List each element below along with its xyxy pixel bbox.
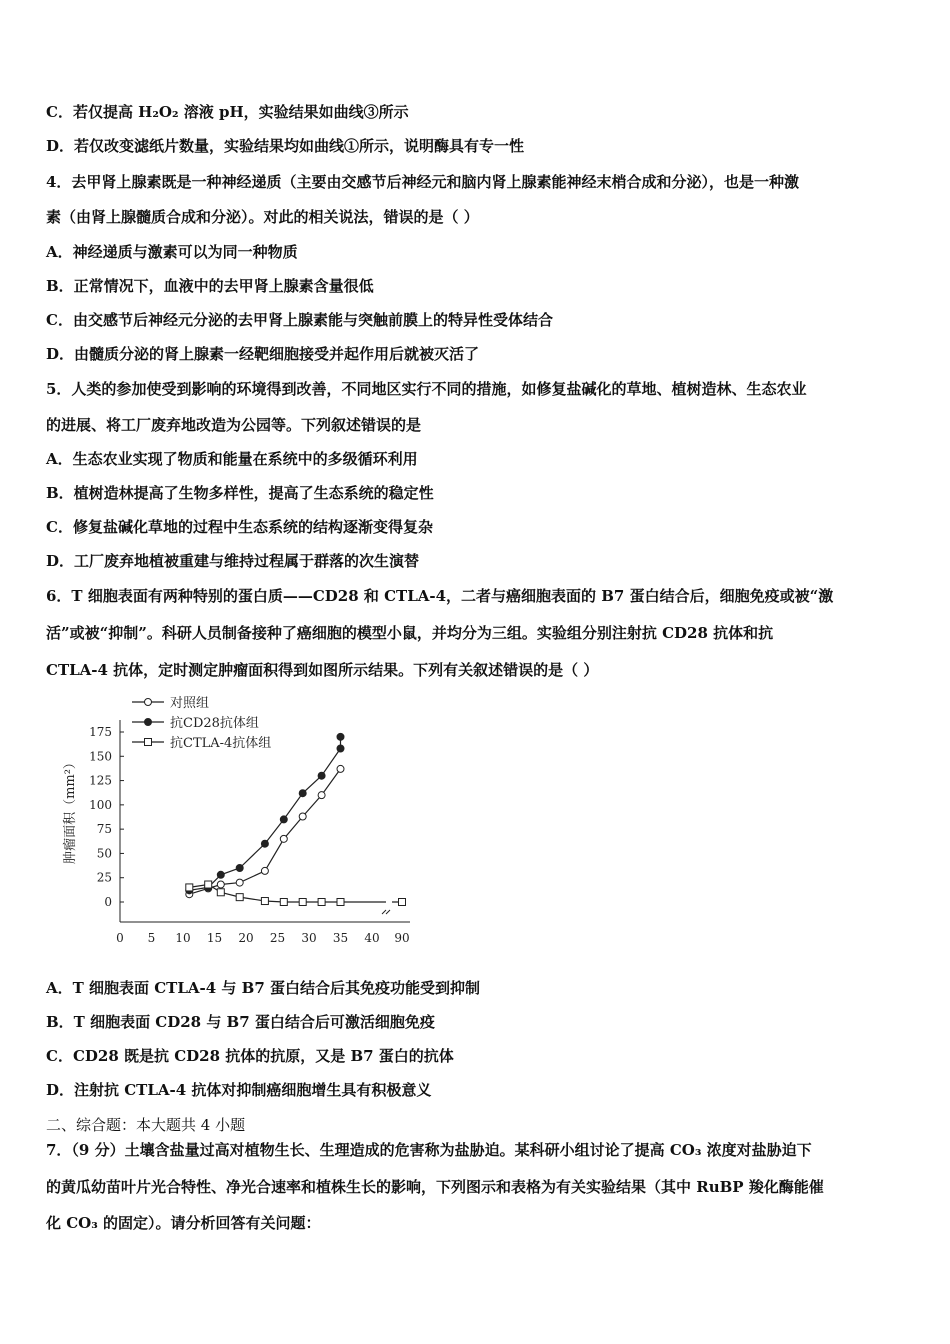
data-point (217, 881, 224, 888)
data-point (399, 899, 406, 906)
tumor-area-chart (60, 690, 440, 950)
data-point (236, 879, 243, 886)
data-point (337, 765, 344, 772)
q5-option-d: D．工厂废弃地植被重建与维持过程属于群落的次生演替 (46, 552, 420, 570)
q4-option-c: C．由交感节后神经元分泌的去甲肾上腺素能与突触前膜上的特异性受体结合 (46, 311, 553, 329)
q4-option-a: A．神经递质与激素可以为同一种物质 (46, 243, 298, 261)
data-point (261, 840, 268, 847)
q4-stem-line2: 素（由肾上腺髓质合成和分泌）。对此的相关说法，错误的是（ ） (46, 208, 479, 226)
x-tick-label: 10 (175, 931, 191, 945)
q4-option-b: B．正常情况下，血液中的去甲肾上腺素含量很低 (46, 277, 374, 295)
tumor-area-chart-svg (60, 690, 440, 950)
data-point (217, 871, 224, 878)
data-point (280, 816, 287, 823)
x-tick-label: 0 (116, 931, 124, 945)
data-point (299, 813, 306, 820)
q5-option-a: A．生态农业实现了物质和能量在系统中的多级循环利用 (46, 450, 418, 468)
x-tick-group (116, 931, 409, 945)
series-open-circle (186, 765, 344, 897)
x-tick-label: 35 (332, 931, 349, 945)
axis-break-mark (382, 910, 390, 914)
series-line (189, 769, 340, 894)
legend-label: 对照组 (170, 696, 210, 711)
q5-option-b: B．植树造林提高了生物多样性，提高了生态系统的稳定性 (46, 484, 434, 502)
data-point (318, 899, 325, 906)
data-point (236, 865, 243, 872)
q6-option-d: D．注射抗 CTLA-4 抗体对抑制癌细胞增生具有积极意义 (46, 1081, 432, 1099)
data-point (280, 899, 287, 906)
q6-option-a: A．T 细胞表面 CTLA-4 与 B7 蛋白结合后其免疫功能受到抑制 (46, 979, 480, 997)
y-tick-label: 25 (96, 870, 112, 885)
q5-stem-line2: 的进展、将工厂废弃地改造为公园等。下列叙述错误的是 (46, 416, 422, 434)
y-tick-label: 175 (89, 725, 112, 739)
data-point (145, 699, 152, 706)
q3-option-d: D．若仅改变滤纸片数量，实验结果均如曲线①所示，说明酶具有专一性 (46, 137, 525, 155)
q5-option-c: C．修复盐碱化草地的过程中生态系统的结构逐渐变得复杂 (46, 518, 433, 536)
data-point (318, 772, 325, 779)
data-point (280, 835, 287, 842)
q7-stem-line2: 的黄瓜幼苗叶片光合特性、净光合速率和植株生长的影响，下列图示和表格为有关实验结果（其中 RuBP 羧化酶能催 (46, 1178, 824, 1196)
data-point (236, 894, 243, 901)
data-point (337, 899, 344, 906)
data-point (337, 745, 344, 752)
q6-stem-line1: 6．T 细胞表面有两种特别的蛋白质——CD28 和 CTLA-4，二者与癌细胞表面的 B7 蛋白结合后，细胞免疫或被“激 (46, 587, 834, 605)
x-tick-label: 40 (364, 931, 380, 945)
y-axis-label-text: 肿瘤面积（mm²） (63, 756, 78, 864)
x-tick-label: 15 (206, 931, 223, 945)
q6-option-c: C．CD28 既是抗 CD28 抗体的抗原，又是 B7 蛋白的抗体 (46, 1047, 454, 1065)
data-point (299, 899, 306, 906)
y-tick-label: 0 (104, 895, 112, 909)
x-tick-label: 30 (301, 931, 317, 945)
legend-label: 抗CD28抗体组 (170, 716, 259, 731)
y-tick-label: 125 (89, 773, 112, 788)
data-point (217, 889, 224, 896)
y-tick-label: 150 (89, 749, 112, 764)
data-point (318, 792, 325, 799)
q6-stem-line2: 活”或被“抑制”。科研人员制备接种了癌细胞的模型小鼠，并均分为三组。实验组分别注射抗 CD28 抗体和抗 (46, 624, 774, 642)
q7-stem-line1: 7．（9 分）土壤含盐量过高对植物生长、生理造成的危害称为盐胁迫。某科研小组讨论了提高 CO₃ 浓度对盐胁迫下 (46, 1141, 812, 1159)
x-tick-label: 25 (269, 931, 286, 945)
legend (132, 695, 271, 751)
data-point (299, 790, 306, 797)
y-tick-label: 50 (96, 846, 112, 861)
q4-stem-line1: 4．去甲肾上腺素既是一种神经递质（主要由交感节后神经元和脑内肾上腺素能神经末梢合成和分泌），也是一种激 (46, 173, 799, 191)
x-tick-label: 90 (394, 931, 410, 945)
q3-option-c: C．若仅提高 H₂O₂ 溶液 pH，实验结果如曲线③所示 (46, 103, 409, 121)
data-point (261, 867, 268, 874)
legend-item (132, 715, 259, 731)
data-point (261, 898, 268, 905)
y-axis-label (63, 756, 78, 864)
q7-stem-line3: 化 CO₃ 的固定）。请分析回答有关问题： (46, 1214, 321, 1232)
data-point (337, 733, 344, 740)
series-group (186, 733, 406, 905)
x-tick-label: 20 (238, 931, 254, 945)
data-point (205, 881, 212, 888)
data-point (145, 719, 152, 726)
x-tick-label: 5 (147, 931, 156, 945)
y-tick-label: 100 (89, 797, 112, 812)
legend-item (132, 695, 209, 711)
data-point (145, 739, 152, 746)
q5-stem-line1: 5．人类的参加使受到影响的环境得到改善，不同地区实行不同的措施，如修复盐碱化的草地、植树造林、生态农业 (46, 380, 807, 398)
data-point (186, 884, 193, 891)
q4-option-d: D．由髓质分泌的肾上腺素一经靶细胞接受并起作用后就被灭活了 (46, 345, 480, 363)
section-heading: 二、综合题：本大题共 4 小题 (46, 1116, 246, 1134)
q6-option-b: B．T 细胞表面 CD28 与 B7 蛋白结合后可激活细胞免疫 (46, 1013, 435, 1031)
legend-label: 抗CTLA-4抗体组 (170, 736, 272, 751)
y-tick-group (89, 725, 124, 909)
y-tick-label: 75 (96, 822, 112, 837)
legend-item (132, 735, 271, 751)
q6-stem-line3: CTLA-4 抗体，定时测定肿瘤面积得到如图所示结果。下列有关叙述错误的是（ ） (46, 661, 599, 679)
